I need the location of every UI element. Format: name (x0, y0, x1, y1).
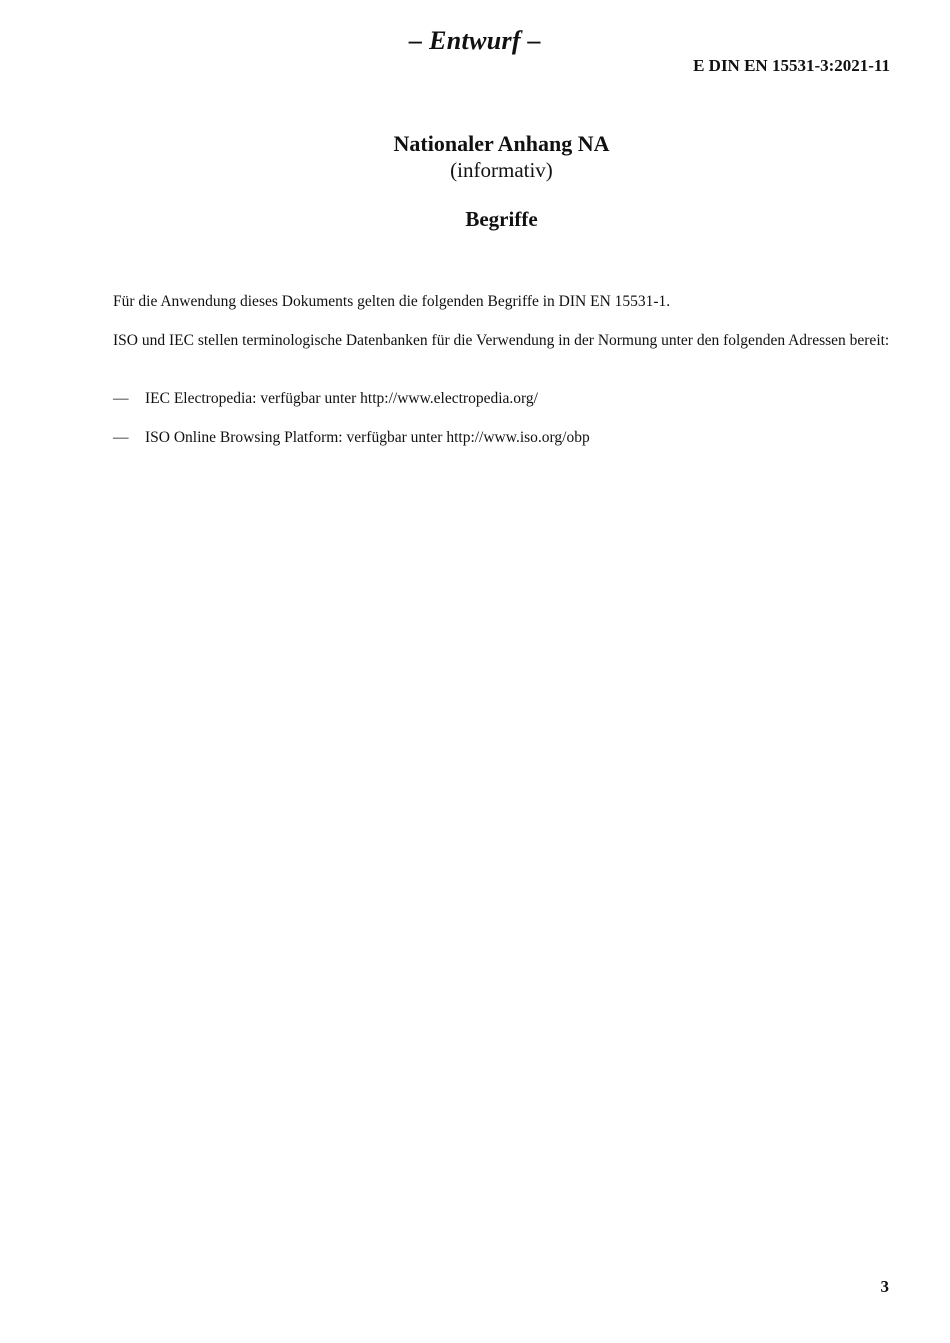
list-bullet: — (113, 390, 129, 407)
page-number: 3 (880, 1277, 889, 1296)
annex-title: Nationaler Anhang NA (393, 131, 610, 156)
list-bullet: — (113, 429, 129, 446)
list-item-text: ISO Online Browsing Platform: verfügbar unter http://www.iso.org/obp (145, 429, 590, 446)
document-identifier: E DIN EN 15531-3:2021-11 (693, 56, 890, 75)
draft-watermark-heading: – Entwurf – (409, 26, 541, 55)
list-item (113, 390, 890, 408)
annex-subtitle: (informativ) (450, 158, 553, 182)
paragraph-terminology-databases: ISO und IEC stellen terminologische Datenbanken für die Verwendung in der Normung unter den folgenden Adressen bereit: (113, 332, 890, 349)
list-item-text: IEC Electropedia: verfügbar unter http://www.electropedia.org/ (145, 390, 538, 407)
section-title: Begriffe (465, 207, 538, 231)
list-item (113, 429, 890, 447)
paragraph-terms-applicability: Für die Anwendung dieses Dokuments gelten die folgenden Begriffe in DIN EN 15531-1. (113, 293, 671, 310)
